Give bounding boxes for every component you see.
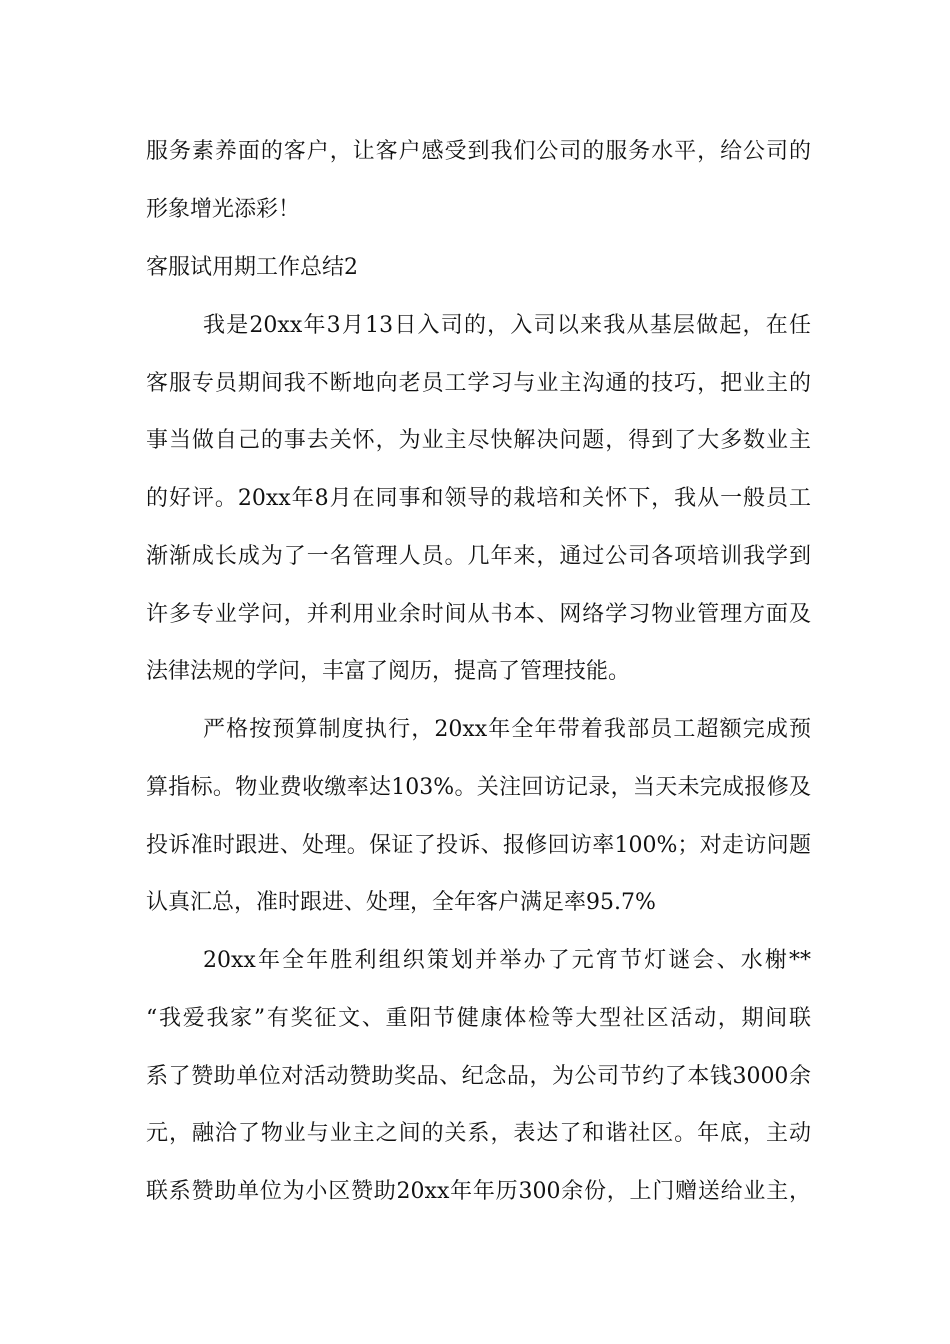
paragraph-1-line-2: 客服专员期间我不断地向老员工学习与业主沟通的技巧，把业主的 <box>146 371 811 396</box>
paragraph-2-line-2: 算指标。物业费收缴率达103%。关注回访记录，当天未完成报修及 <box>146 775 811 800</box>
paragraph-2-line-1: 严格按预算制度执行，20xx年全年带着我部员工超额完成预 <box>203 717 811 742</box>
section-heading: 客服试用期工作总结2 <box>146 255 358 280</box>
intro-line-1: 服务素养面的客户，让客户感受到我们公司的服务水平，给公司的 <box>146 139 811 164</box>
paragraph-1-line-6: 许多专业学问，并利用业余时间从书本、网络学习物业管理方面及 <box>146 602 811 627</box>
paragraph-2-line-4: 认真汇总，准时跟进、处理，全年客户满足率95.7% <box>146 890 656 915</box>
paragraph-3-line-3: 系了赞助单位对活动赞助奖品、纪念品，为公司节约了本钱3000余 <box>146 1064 811 1089</box>
intro-line-2: 形象增光添彩！ <box>146 197 301 222</box>
paragraph-1-line-4: 的好评。20xx年8月在同事和领导的栽培和关怀下，我从一般员工 <box>146 486 811 511</box>
paragraph-1-line-3: 事当做自己的事去关怀，为业主尽快解决问题，得到了大多数业主 <box>146 428 811 453</box>
paragraph-1-line-1: 我是20xx年3月13日入司的，入司以来我从基层做起，在任 <box>203 313 811 338</box>
paragraph-3-line-2: “我爱我家”有奖征文、重阳节健康体检等大型社区活动，期间联 <box>146 1006 811 1031</box>
paragraph-2-line-3: 投诉准时跟进、处理。保证了投诉、报修回访率100%；对走访问题 <box>146 833 811 858</box>
paragraph-1-line-5: 渐渐成长成为了一名管理人员。几年来，通过公司各项培训我学到 <box>146 544 811 569</box>
paragraph-3-line-5: 联系赞助单位为小区赞助20xx年年历300余份，上门赠送给业主， <box>146 1179 811 1204</box>
paragraph-1-line-7: 法律法规的学问，丰富了阅历，提高了管理技能。 <box>146 659 631 684</box>
paragraph-3-line-1: 20xx年全年胜利组织策划并举办了元宵节灯谜会、水榭** <box>203 948 811 973</box>
paragraph-3-line-4: 元，融洽了物业与业主之间的关系，表达了和谐社区。年底，主动 <box>146 1121 811 1146</box>
